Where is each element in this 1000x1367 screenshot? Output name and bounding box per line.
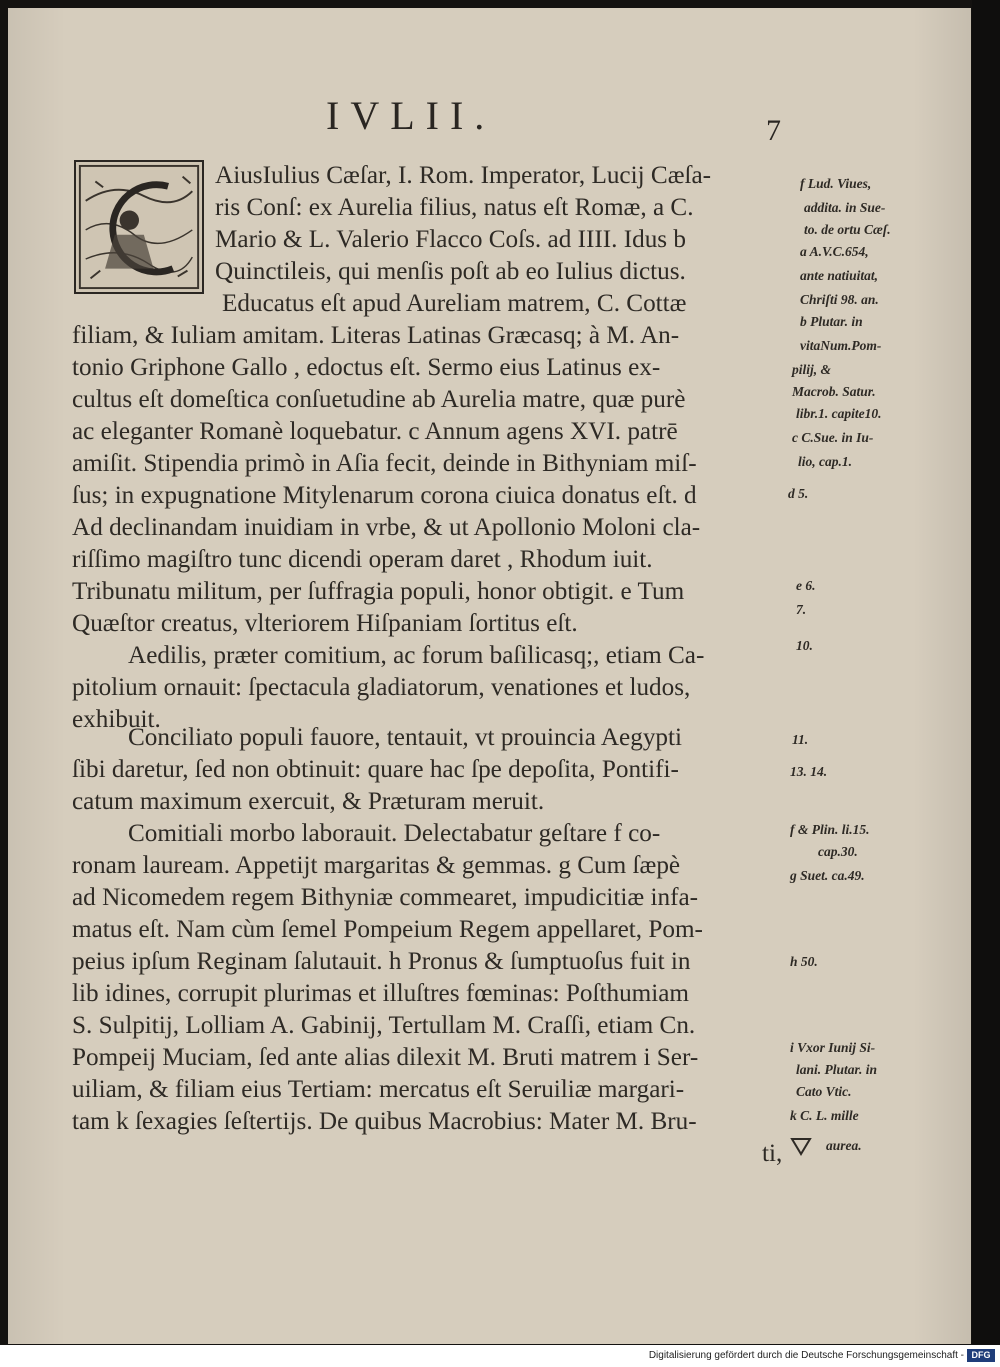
text-line: Ad declinandam inuidiam in vrbe, & ut Apollonio Moloni cla- (72, 514, 701, 541)
text-line: ronam lauream. Appetijt margaritas & gemmas. g Cum ſæpè (72, 852, 681, 879)
text-line: riſſimo magiſtro tunc dicendi operam daret , Rhodum iuit. (72, 546, 653, 573)
margin-note: 13. 14. (790, 764, 828, 779)
margin-note: f Lud. Viues, (800, 176, 872, 191)
text-line: cultus eſt domeſtica conſuetudine ab Aurelia matre, quæ purè (72, 386, 686, 413)
text-line: Quinctileis, qui menſis poſt ab eo Iulius dictus. (215, 258, 686, 285)
margin-note: b Plutar. in (800, 314, 863, 329)
text-line: Mario & L. Valerio Flacco Coſs. ad IIII. Idus b (215, 226, 686, 253)
text-line: filiam, & Iuliam amitam. Literas Latinas Græcasq; à M. An- (72, 322, 680, 349)
text-line: lib idines, corrupit plurimas et illuſtres fœminas: Poſthumiam (72, 980, 690, 1007)
text-line: peius ipſum Reginam ſalutauit. h Pronus & ſumptuoſus fuit in (72, 948, 691, 975)
margin-note: vitaNum.Pom- (800, 338, 882, 353)
text-line: ac eleganter Romanè loquebatur. c Annum agens XVI. patrē (72, 418, 678, 445)
text-line: Pompeij Muciam, ſed ante alias dilexit M. Bruti matrem i Ser- (72, 1044, 699, 1071)
margin-note: c C.Sue. in Iu- (792, 430, 874, 445)
text-line: Quæſtor creatus, vlteriorem Hiſpaniam ſortitus eſt. (72, 610, 578, 637)
margin-note: 7. (796, 602, 807, 617)
triangle-marker-icon (790, 1136, 812, 1156)
text-line: ſibi daretur, ſed non obtinuit: quare hac ſpe depoſita, Pontifi- (72, 756, 679, 783)
margin-note: g Suet. ca.49. (790, 868, 865, 883)
text-line: S. Sulpitij, Lolliam A. Gabinij, Tertullam M. Craſſi, etiam Cn. (72, 1012, 696, 1039)
margin-note: Chriſti 98. an. (800, 292, 879, 307)
margin-note: Cato Vtic. (796, 1084, 852, 1099)
text-line: Aedilis, præter comitium, ac forum baſilicasq;, etiam Ca- (128, 642, 705, 669)
margin-note: k C. L. mille (790, 1108, 859, 1123)
margin-note: aurea. (826, 1138, 862, 1153)
margin-note: e 6. (796, 578, 816, 593)
running-head: IVLII. (326, 93, 496, 138)
margin-note: 11. (792, 732, 809, 747)
text-line: AiusIulius Cæſar, I. Rom. Imperator, Lucij Cæſa- (215, 162, 712, 189)
margin-note: pilij, & (792, 362, 832, 377)
margin-note: lani. Plutar. in (796, 1062, 878, 1077)
text-line: pitolium ornauit: ſpectacula gladiatorum, venationes et ludos, (72, 674, 691, 701)
text-line: ad Nicomedem regem Bithyniæ commearet, impudicitiæ infa- (72, 884, 699, 911)
margin-note: h 50. (790, 954, 818, 969)
page-number: 7 (766, 114, 781, 147)
dfg-logo: DFG (967, 1349, 995, 1362)
margin-note: libr.1. capite10. (796, 406, 882, 421)
text-line: tonio Griphone Gallo , edoctus eſt. Sermo eius Latinus ex- (72, 354, 661, 381)
margin-note: Macrob. Satur. (792, 384, 876, 399)
text-line: uiliam, & filiam eius Tertiam: mercatus eſt Seruiliæ margari- (72, 1076, 685, 1103)
margin-note: f & Plin. li.15. (790, 822, 870, 837)
margin-note: lio, cap.1. (798, 454, 852, 469)
margin-note: i Vxor Iunij Si- (790, 1040, 876, 1055)
margin-note: d 5. (788, 486, 809, 501)
text-line: amiſit. Stipendia primò in Aſia fecit, deinde in Bithyniam miſ- (72, 450, 697, 477)
margin-note: addita. in Sue- (804, 200, 886, 215)
text-line: ti, (762, 1140, 783, 1167)
text-line: exhibuit. (72, 706, 161, 733)
text-line: ſus; in expugnatione Mitylenarum corona ciuica donatus eſt. d (72, 482, 697, 509)
margin-note: ante natiuitat, (800, 268, 879, 283)
margin-note: cap.30. (818, 844, 858, 859)
text-line: Conciliato populi fauore, tentauit, vt prouincia Aegypti (128, 724, 683, 751)
margin-note: to. de ortu Cæſ. (804, 222, 891, 237)
digitization-credit: Digitalisierung gefördert durch die Deutsche Forschungsgemeinschaft - (648, 1350, 964, 1361)
margin-note: a A.V.C.654, (800, 244, 869, 259)
text-line: ris Conſ: ex Aurelia filius, natus eſt Romæ, a C. (215, 194, 694, 221)
text-line: Tribunatu militum, per ſuffragia populi, honor obtigit. e Tum (72, 578, 685, 605)
text-line: matus eſt. Nam cùm ſemel Pompeium Regem appellaret, Pom- (72, 916, 703, 943)
text-line: Educatus eſt apud Aureliam matrem, C. Cottæ (222, 290, 687, 317)
margin-note: 10. (796, 638, 813, 653)
text-line: Comitiali morbo laborauit. Delectabatur geſtare f co- (128, 820, 661, 847)
text-line: catum maximum exercuit, & Præturam meruit. (72, 788, 545, 815)
text-line: tam k ſexagies ſeſtertijs. De quibus Macrobius: Mater M. Bru- (72, 1108, 697, 1135)
